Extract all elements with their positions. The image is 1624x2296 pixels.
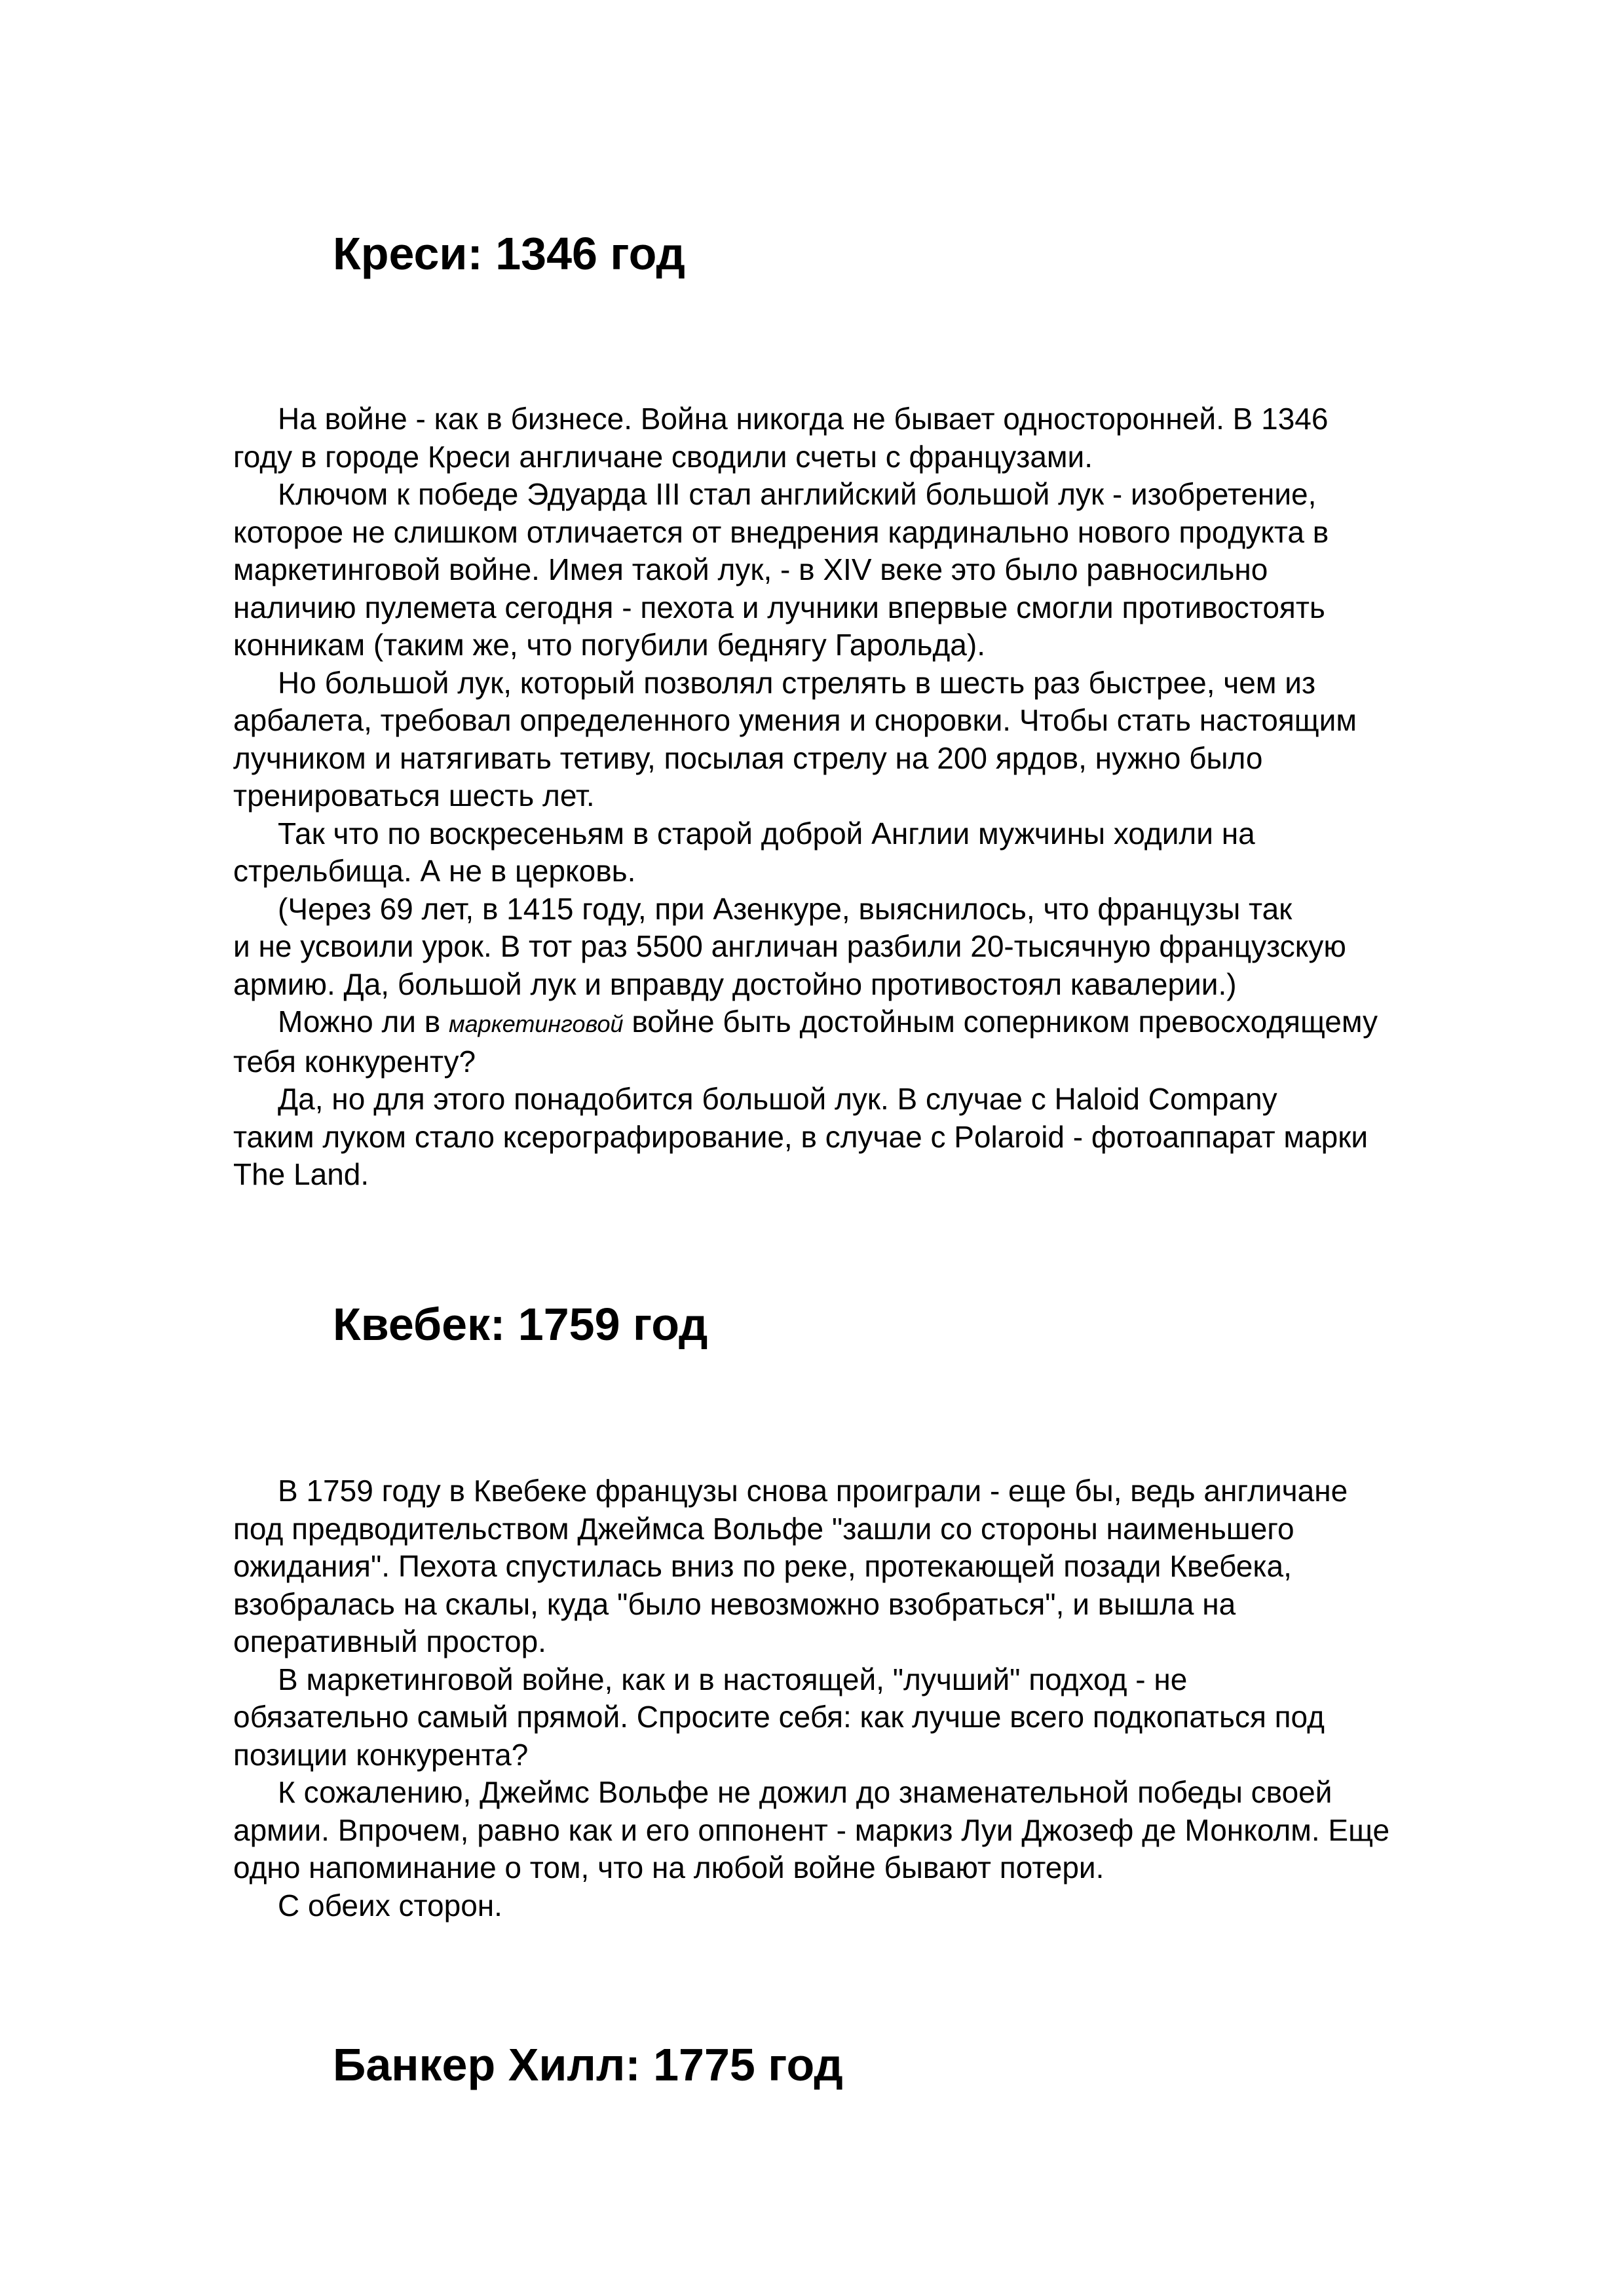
text-line: (Через 69 лет, в 1415 году, при Азенкуре, выяснилось, что французы так [278, 891, 1293, 926]
text-fragment: войне быть достойным соперником превосходящему [623, 1004, 1378, 1039]
text-line: оперативный простор. [233, 1624, 546, 1658]
text-line: которое не слишком отличается от внедрения кардинально нового продукта в [233, 514, 1329, 549]
section-heading-quebec: Квебек: 1759 год [333, 1299, 708, 1350]
text-line: The Land. [233, 1157, 369, 1191]
text-line: Ключом к победе Эдуарда III стал английский большой лук - изобретение, [278, 477, 1317, 511]
text-line: одно напоминание о том, что на любой войне бывают потери. [233, 1850, 1105, 1885]
text-fragment: Можно ли в [278, 1004, 449, 1039]
text-line: армии. Впрочем, равно как и его оппонент - маркиз Луи Джозеф де Монколм. Еще [233, 1812, 1390, 1847]
section-body-cresy [233, 400, 1378, 1194]
text-line: Но большой лук, который позволял стрелять в шесть раз быстрее, чем из [278, 665, 1316, 700]
text-line: и не усвоили урок. В тот раз 5500 англичан разбили 20-тысячную французскую [233, 929, 1346, 963]
text-line: Да, но для этого понадобится большой лук. В случае с Haloid Company [278, 1082, 1277, 1116]
text-line: Так что по воскресеньям в старой доброй Англии мужчины ходили на [278, 816, 1255, 851]
text-line: конникам (таким же, что погубили беднягу Гарольда). [233, 628, 985, 662]
emphasized-word: маркетинговой [448, 1010, 624, 1037]
text-line: В маркетинговой войне, как и в настоящей, "лучший" подход - не [278, 1662, 1188, 1696]
text-line: обязательно самый прямой. Спросите себя: как лучше всего подкопаться под [233, 1700, 1325, 1734]
text-line: таким луком стало ксерографирование, в случае с Polaroid - фотоаппарат марки [233, 1119, 1369, 1154]
section-heading-cresy: Креси: 1346 год [333, 228, 685, 279]
section-heading-bunker-hill: Банкер Хилл: 1775 год [333, 2039, 843, 2090]
text-line: наличию пулемета сегодня - пехота и лучники впервые смогли противостоять [233, 590, 1325, 624]
text-line: взобралась на скалы, куда "было невозможно взобраться", и вышла на [233, 1586, 1236, 1621]
text-line: тренироваться шесть лет. [233, 778, 595, 813]
text-line: В 1759 году в Квебеке французы снова проиграли - еще бы, ведь англичане [278, 1474, 1348, 1508]
text-line: позиции конкурента? [233, 1737, 529, 1772]
text-line [233, 1003, 1378, 1043]
text-line: армию. Да, большой лук и вправду достойно противостоял кавалерии.) [233, 966, 1237, 1001]
text-line: К сожалению, Джеймс Вольфе не дожил до знаменательной победы своей [278, 1775, 1332, 1809]
text-line: стрельбища. А не в церковь. [233, 854, 636, 888]
text-line: арбалета, требовал определенного умения и сноровки. Чтобы стать настоящим [233, 703, 1357, 737]
text-line: маркетинговой войне. Имея такой лук, - в XIV веке это было равносильно [233, 552, 1268, 586]
text-line: С обеих сторон. [278, 1888, 502, 1923]
text-line: тебя конкуренту? [233, 1044, 476, 1079]
text-line: На войне - как в бизнесе. Война никогда не бывает односторонней. В 1346 [278, 402, 1329, 436]
text-line: ожидания". Пехота спустилась вниз по реке, протекающей позади Квебека, [233, 1549, 1292, 1583]
text-line: году в городе Креси англичане сводили счеты с французами. [233, 439, 1093, 474]
text-line: лучником и натягивать тетиву, посылая стрелу на 200 ярдов, нужно было [233, 740, 1263, 775]
text-line: под предводительством Джеймса Вольфе "зашли со стороны наименьшего [233, 1511, 1294, 1546]
section-body-quebec [233, 1472, 1389, 1924]
